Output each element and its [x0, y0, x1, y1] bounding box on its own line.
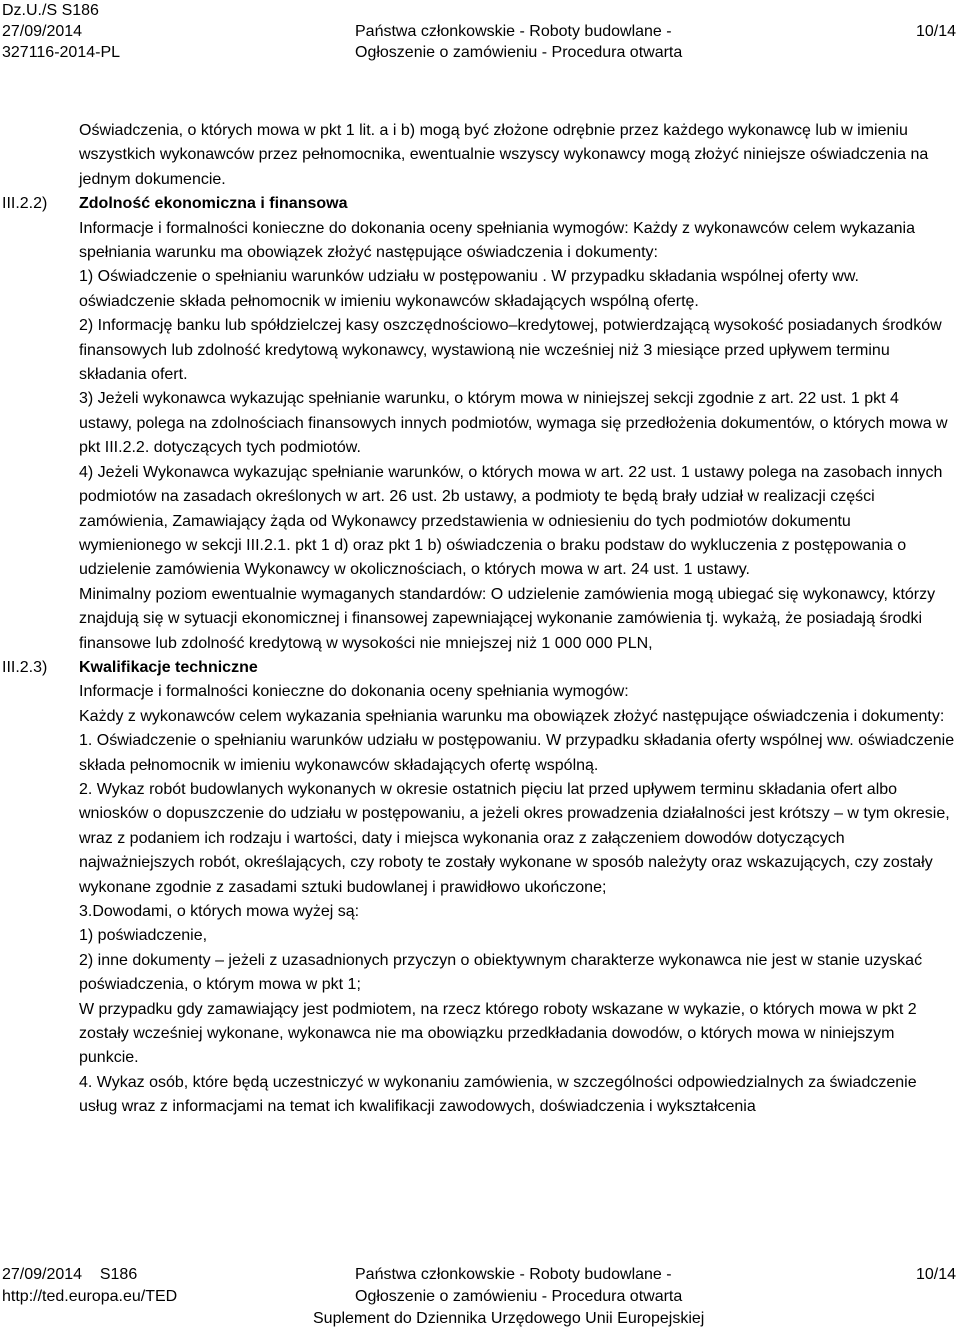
paragraph: 1) poświadczenie,	[79, 927, 208, 945]
intro-paragraph: Oświadczenia, o których mowa w pkt 1 lit. a i b) mogą być złożone odrębnie przez każdego wykonawcę lub w imieniu wszystkich wykonawców przez pełnomocnika, ewentualnie wszyscy wykonawcy mogą złożyć niniejsze oświadczenia na jednym dokumencie.	[79, 122, 929, 188]
section-economic	[0, 192, 960, 656]
paragraph: Każdy z wykonawców celem wykazania spełniania warunku ma obowiązek złożyć następujące oświadczenia i dokumenty:	[79, 707, 945, 725]
section-heading: Kwalifikacje techniczne	[79, 658, 258, 676]
header-page: 10/14	[915, 23, 956, 40]
section-number: III.2.2)	[2, 195, 48, 213]
paragraph: 3) Jeżeli wykonawca wykazując spełnianie warunku, o którym mowa w niniejszej sekcji zgodnie z art. 22 ust. 1 pkt 4 ustawy, polega na zdolnościach finansowych innych podmiotów, wymaga się przedłożenia dokumentów, o których mowa w pkt III.2.2. dotyczących tych podmiotów.	[79, 390, 948, 457]
paragraph: 4. Wykaz osób, które będą uczestniczyć w wykonaniu zamówienia, w szczególności odpowiedzialnych za świadczenie usług wraz z informacjami na temat ich kwalifikacji zawodowych, doświadczenia i wykształcenia	[79, 1073, 917, 1116]
paragraph: 1. Oświadczenie o spełnianiu warunków udziału w postępowaniu. W przypadku składania oferty wspólnej ww. oświadczenie składa pełnomocnik w imieniu wykonawców składających ofertę wspólną.	[79, 732, 955, 774]
footer-left	[2, 1264, 177, 1308]
footer-title-line2: Ogłoszenie o zamówieniu - Procedura otwarta	[355, 1288, 683, 1305]
paragraph: Informacje i formalności konieczne do dokonania oceny spełniania wymogów:	[79, 683, 629, 701]
footer-title-line3: Suplement do Dziennika Urzędowego Unii Europejskiej	[313, 1310, 705, 1327]
paragraph: Minimalny poziom ewentualnie wymaganych standardów: O udzielenie zamówienia mogą ubiegać się wykonawcy, którzy znajdują się w sytuacji ekonomicznej i finansowej zapewniającej wykonanie zamówienia tj. wykażą, że posiadają środki finansowe lub zdolność kredytową w wysokości nie mniejszej niż 1 000 000 PLN,	[79, 585, 936, 652]
footer-title-line1: Państwa członkowskie - Roboty budowlane -	[355, 1266, 672, 1283]
footer-center	[313, 1264, 705, 1330]
header-left	[2, 0, 120, 63]
header-date: 27/09/2014	[2, 23, 83, 40]
paragraph: W przypadku gdy zamawiający jest podmiotem, na rzecz którego roboty wskazane w wykazie, o których mowa w pkt 2 zostały wcześniej wykonane, wykonawca nie ma obowiązku przedkładania dowodów, o których mowa w niniejszym punkcie.	[79, 1000, 917, 1067]
paragraph: 2. Wykaz robót budowlanych wykonanych w okresie ostatnich pięciu lat przed upływem terminu składania ofert albo wniosków o dopuszczenie do udziału w postępowaniu, a jeżeli okres prowadzenia działalności jest krótszy – w tym okresie, wraz z podaniem ich rodzaju i wartości, daty i miejsca wykonania oraz z załączeniem dowodów dotyczących najważniejszych robót, określających, czy roboty te zostały wykonane w sposób należyty oraz wskazujących, czy zostały wykonane zgodnie z zasadami sztuki budowlanej i prawidłowo ukończone;	[79, 780, 950, 896]
header-title-line1: Państwa członkowskie - Roboty budowlane -	[355, 23, 672, 40]
footer-page: 10/14	[915, 1266, 956, 1283]
footer-url[interactable]: http://ted.europa.eu/TED	[2, 1288, 178, 1305]
paragraph: Informacje i formalności konieczne do dokonania oceny spełniania wymogów: Każdy z wykonawców celem wykazania spełniania warunku ma obowiązek złożyć następujące oświadczenia i dokumenty:	[79, 219, 915, 262]
header-title-line2: Ogłoszenie o zamówieniu - Procedura otwarta	[355, 44, 683, 61]
intro-block	[0, 119, 960, 192]
section-technical	[0, 656, 960, 1120]
paragraph: 2) inne dokumenty – jeżeli z uzasadnionych przyczyn o obiektywnym charakterze wykonawca nie jest w stanie uzyskać poświadczenia, o którym mowa w pkt 1;	[79, 951, 923, 994]
journal-ref: Dz.U./S S186	[2, 2, 99, 19]
doc-id: 327116-2014-PL	[2, 44, 121, 61]
footer-series: S186	[99, 1266, 138, 1283]
footer-date: 27/09/2014	[2, 1266, 83, 1283]
section-number: III.2.3)	[2, 658, 48, 676]
paragraph: 4) Jeżeli Wykonawca wykazując spełnianie warunków, o których mowa w art. 22 ust. 1 ustawy polega na zasobach innych podmiotów na zasadach określonych w art. 26 ust. 2b ustawy, a podmioty te będą brały udział w realizacji części zamówienia, Zamawiający żąda od Wykonawcy przedstawienia w odniesieniu do tych podmiotów dokumentu wymienionego w sekcji III.2.1. pkt 1 d) oraz pkt 1 b) oświadczenia o braku podstaw do wykluczenia z postępowania o udzielenie zamówienia Wykonawcy w okolicznościach, o których mowa w art. 24 ust. 1 ustawy.	[79, 463, 943, 579]
section-heading: Zdolność ekonomiczna i finansowa	[79, 195, 348, 213]
paragraph: 2) Informację banku lub spółdzielczej kasy oszczędnościowo–kredytowej, potwierdzającą wysokość posiadanych środków finansowych lub zdolność kredytową wykonawcy, wystawioną nie wcześniej niż 3 miesiące przed upływem terminu składania ofert.	[79, 317, 942, 384]
document-body	[0, 119, 960, 1120]
header-center	[355, 21, 682, 63]
paragraph: 3.Dowodami, o których mowa wyżej są:	[79, 903, 360, 920]
paragraph: 1) Oświadczenie o spełnianiu warunków udziału w postępowaniu . W przypadku składania wspólnej oferty ww. oświadczenie składa pełnomocnik w imieniu wykonawców składających wspólną ofertę.	[79, 268, 859, 310]
